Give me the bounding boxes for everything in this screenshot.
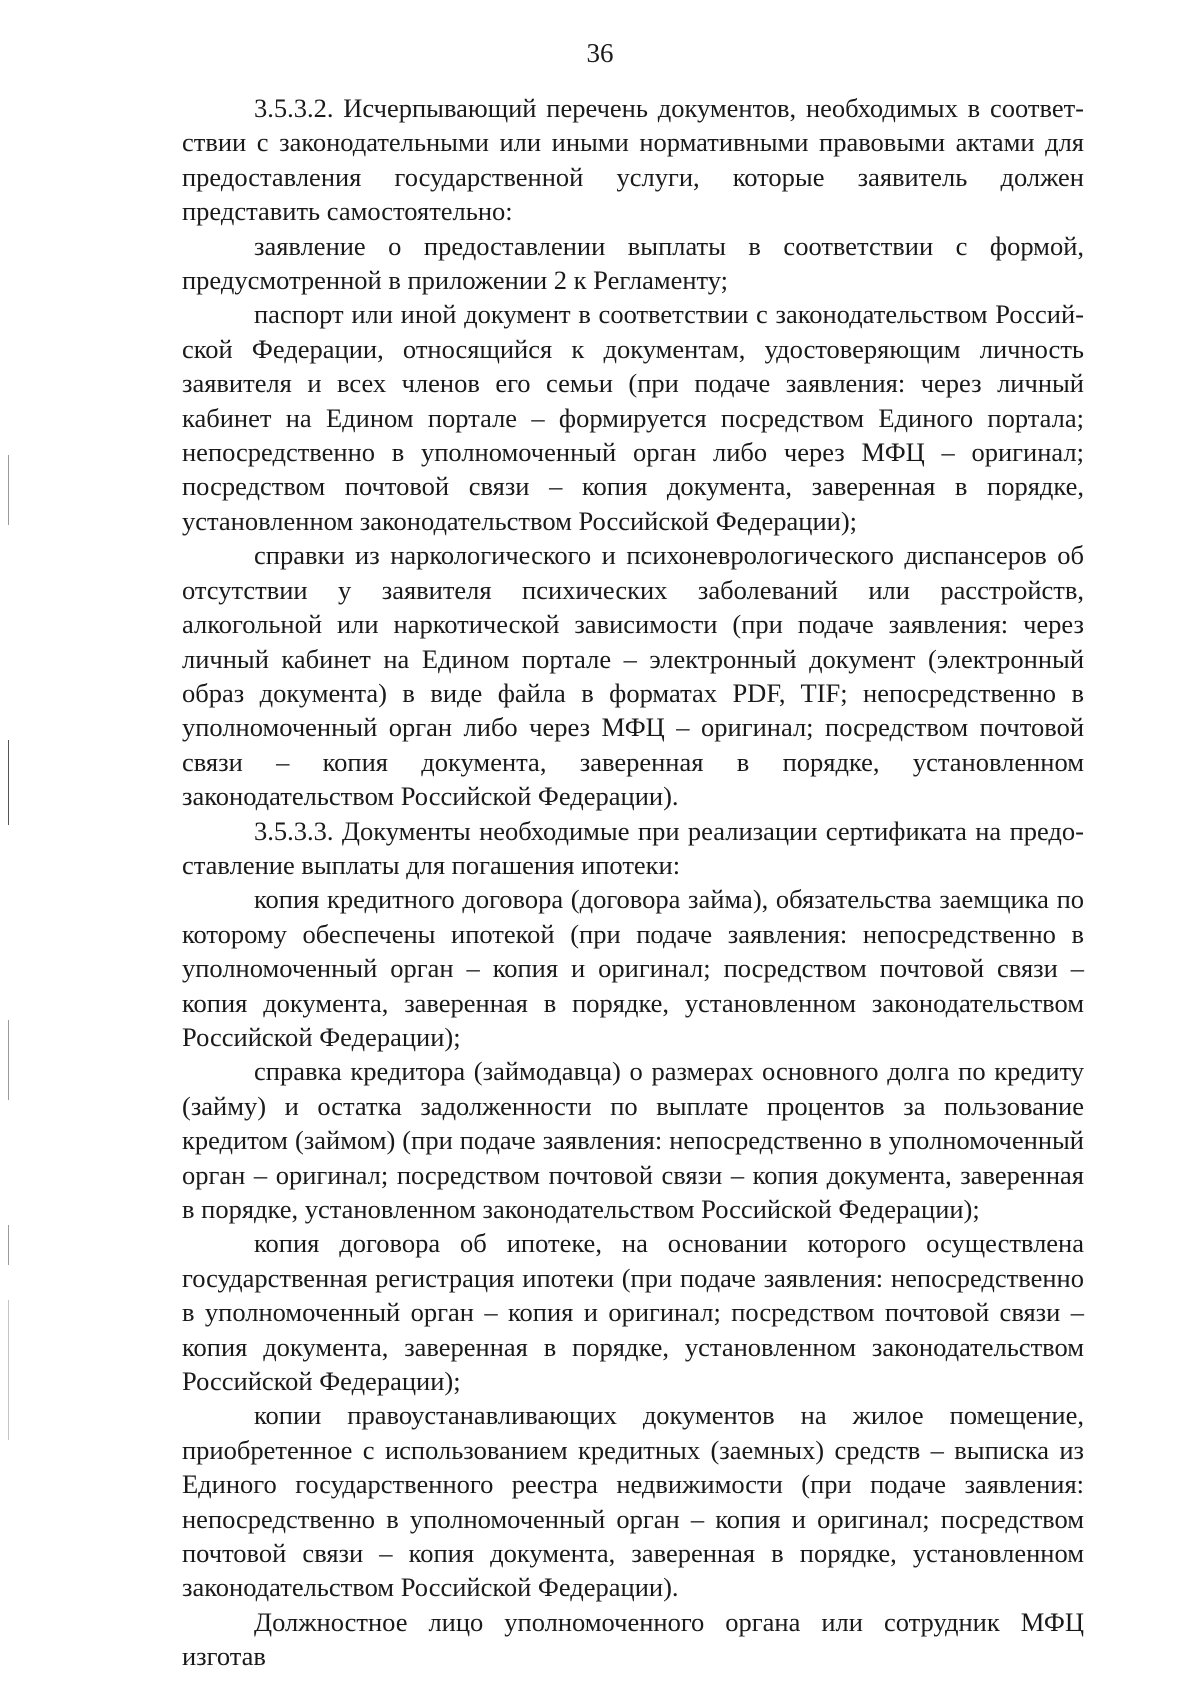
scan-artifact-line <box>8 1225 9 1265</box>
scan-artifact-line <box>8 1020 9 1100</box>
paragraph-medical-certificates: справки из наркологического и психоневрологического диспансеров об отсутствии у заявителя психических заболеваний или расстройств, алкогольной или наркотической зависимости (при подаче заявления: через личный кабинет на Едином портале – электронный документ (электронный образ документа) в виде файла в форматах PDF, TIF; непосредственно в уполномоченный орган либо через МФЦ – оригинал; посредством почтовой связи – копия документа, заверенная в порядке, установленном законодательством Российской Федерации). <box>182 540 1084 812</box>
paragraph-official: Должностное лицо уполномоченного органа или сотрудник МФЦ изготав <box>182 1606 1084 1672</box>
paragraph-passport: паспорт или иной документ в соответствии с законодательством Российской Федерации, относящийся к документам, удостоверяющим личность заявителя и всех членов его семьи (при подаче заявления: через личный кабинет на Едином портале – формируется посредством Единого портала; непосредственно в уполномоченный орган либо через МФЦ – оригинал; посредством почтовой связи – копия документа, заверенная в порядке, установленном законодательством Российской Федерации); <box>182 299 1084 536</box>
paragraph-creditor-certificate: справка кредитора (займодавца) о размерах основного долга по кредиту (займу) и остатка задолженности по выплате процентов за пользование кредитом (займом) (при подаче заявления: непосредственно в уполномоченный орган – оригинал; посредством почтовой связи – копия документа, заверенная в порядке, установленном законодательством Российской Федерации); <box>182 1056 1084 1224</box>
scan-artifact-line <box>8 740 9 825</box>
document-body <box>182 91 1084 1674</box>
paragraph-application: заявление о предоставлении выплаты в соответствии с формой, предусмотренной в приложении 2 к Регламенту; <box>182 230 1084 296</box>
paragraph-3-5-3-2: 3.5.3.2. Исчерпывающий перечень документов, необходимых в соответствии с законодательными или иными нормативными правовыми актами для предоставления государственной услуги, которые заявитель должен представить самостоятельно: <box>182 93 1084 227</box>
paragraph-3-5-3-3: 3.5.3.3. Документы необходимые при реализации сертификата на предоставление выплаты для погашения ипотеки: <box>182 815 1084 880</box>
paragraph-title-documents: копии правоустанавливающих документов на жилое помещение, приобретенное с использованием кредитных (заемных) средств – выписка из Единого государственного реестра недвижимости (при подаче заявления: непосредственно в уполномоченный орган – копия и оригинал; посредством почтовой связи – копия документа, заверенная в порядке, установленном законодательством Российской Федерации). <box>182 1400 1084 1603</box>
scan-artifact-line <box>8 455 9 525</box>
page-number: 36 <box>586 38 614 68</box>
paragraph-mortgage-agreement: копия договора об ипотеке, на основании которого осуществлена государственная регистрация ипотеки (при подаче заявления: непосредственно в уполномоченный орган – копия и оригинал; посредством почтовой связи – копия документа, заверенная в порядке, установленном законодательством Российской Федерации); <box>182 1228 1084 1397</box>
scan-artifact-line <box>8 1300 9 1440</box>
paragraph-loan-agreement: копия кредитного договора (договора займа), обязательства заемщика по которому обеспечены ипотекой (при подаче заявления: непосредственно в уполномоченный орган – копия и оригинал; посредством почтовой связи – копия документа, заверенная в порядке, установленном законодательством Российской Федерации); <box>182 884 1084 1052</box>
